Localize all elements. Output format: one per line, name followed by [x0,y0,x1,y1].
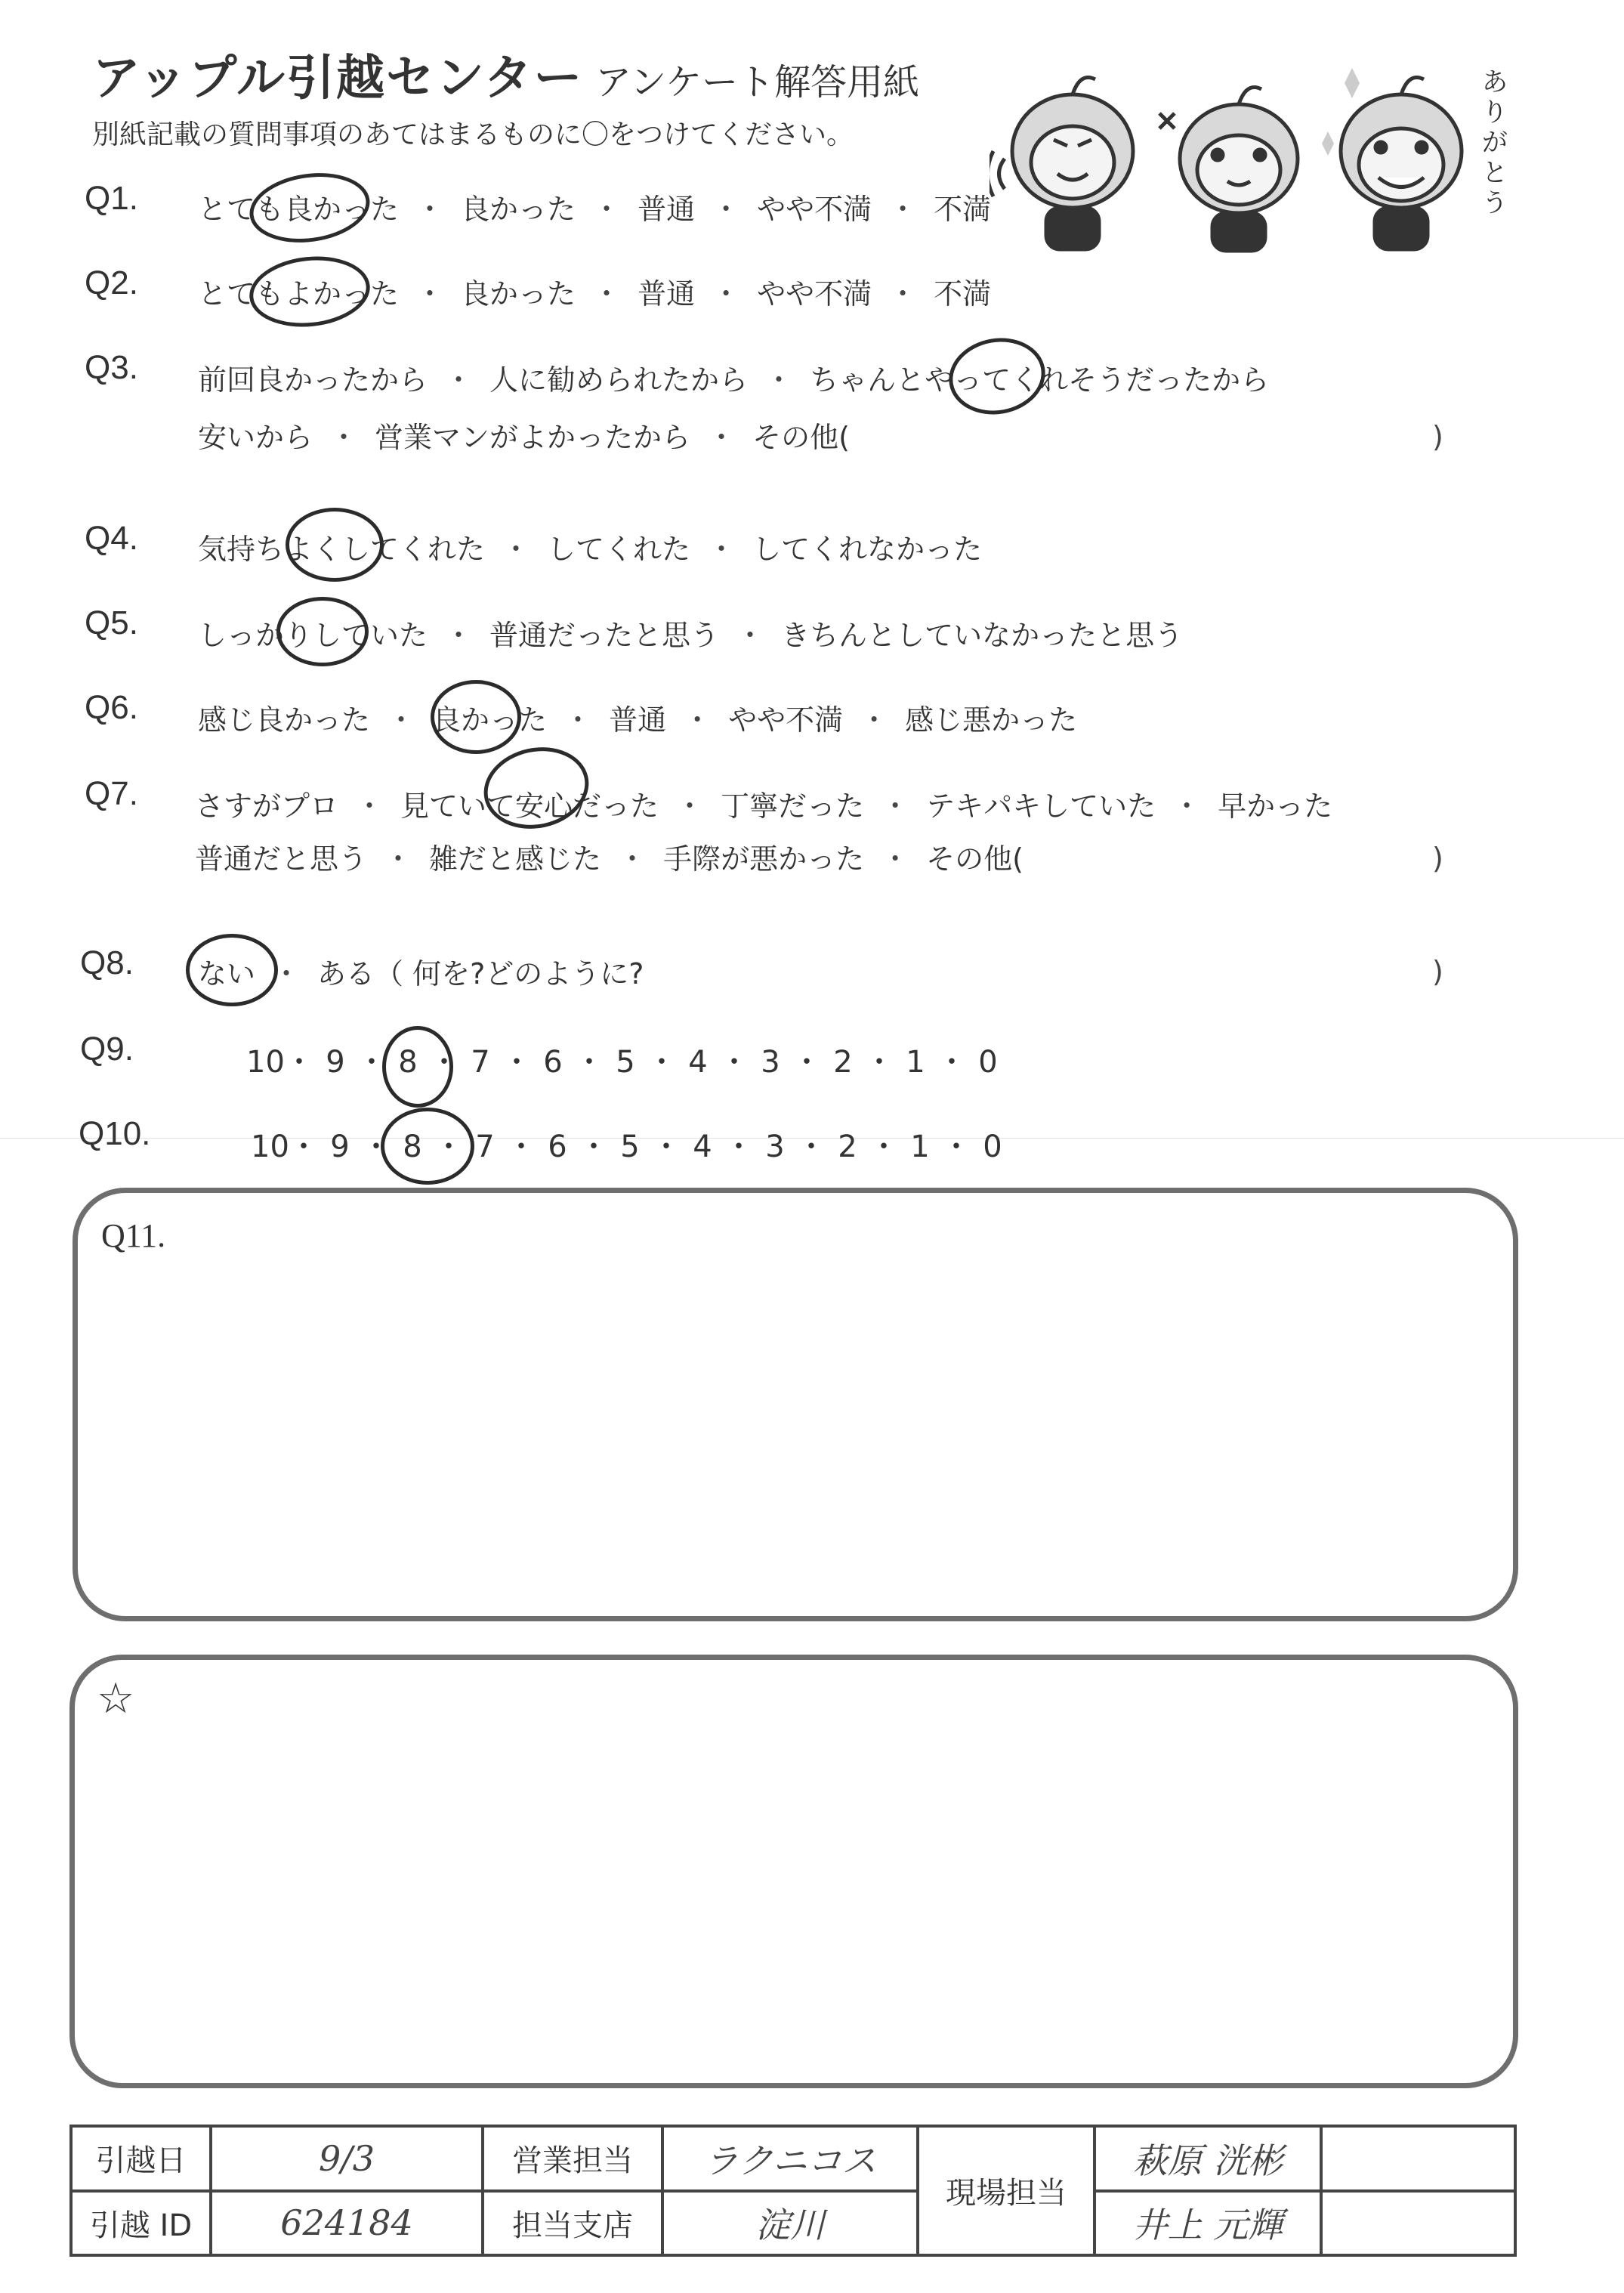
q5-options: しっかりしていた ・ 普通だったと思う ・ きちんとしていなかったと思う [198,612,1183,654]
site-staff-1: 萩原 洸彬 [1095,2126,1321,2191]
q10-value[interactable]: 10 [251,1130,289,1164]
q1-options: とても良かった ・ 良かった ・ 普通 ・ やや不満 ・ 不満 [198,186,991,227]
q6-option[interactable]: 感じ良かった [198,703,371,737]
q9-value[interactable]: 0 [978,1045,998,1080]
mascot-illustration [990,53,1511,257]
q10-value[interactable]: 1 [910,1130,930,1164]
q9-value[interactable]: 8 [398,1045,418,1080]
q1-option[interactable]: 良かった [461,193,576,226]
q8-label: Q8. [80,944,134,981]
q11-label: Q11. [101,1217,166,1254]
q1-selection-circle [245,165,375,249]
q3-close-paren: ) [1432,420,1443,453]
q7-option[interactable]: 丁寧だった [721,790,865,823]
q4-label: Q4. [85,520,138,557]
q9-scale: 10・ 9 ・ 8 ・ 7 ・ 6 ・ 5 ・ 4 ・ 3 ・ 2 ・ 1 ・ 0 [246,1038,1005,1081]
q3-option[interactable]: ちゃんとやってくれそうだったから [810,363,1270,397]
q3-options-line2: 安いから ・ 営業マンがよかったから ・ その他( [198,414,850,456]
q5-selection-circle [276,597,369,666]
q2-label: Q2. [85,264,138,301]
q2-selection-circle [246,251,374,332]
q1-option[interactable]: 普通 [638,193,696,226]
q7-options-line2: 普通だと思う ・ 雑だと感じた ・ 手際が悪かった ・ その他( [195,836,1023,877]
site-staff-extra-2 [1321,2191,1515,2256]
q6-options: 感じ良かった ・ 良かった ・ 普通 ・ やや不満 ・ 感じ悪かった [198,697,1077,738]
q2-options: とてもよかった ・ 良かった ・ 普通 ・ やや不満 ・ 不満 [198,270,991,312]
q4-option[interactable]: してくれなかった [752,533,983,566]
q10-value[interactable]: 4 [693,1130,712,1164]
q9-value[interactable]: 7 [471,1045,490,1080]
q6-option[interactable]: やや不満 [728,703,844,737]
q10-selection-circle [381,1108,474,1185]
q8-options: ない ・ ある（ 何を?どのように? [198,950,644,992]
q10-value[interactable]: 3 [765,1130,785,1164]
q2-option[interactable]: 良かった [461,277,576,311]
q3-option[interactable]: 営業マンがよかったから [375,421,691,454]
q7-option[interactable]: 雑だと感じた [429,842,602,876]
q4-option[interactable]: 気持ちよくしてくれた [198,533,486,566]
move-id-label: 引越 ID [71,2191,211,2256]
q6-option[interactable]: 感じ悪かった [905,703,1078,737]
move-id-value: 624184 [211,2191,483,2256]
q10-label: Q10. [79,1115,151,1152]
q5-label: Q5. [85,604,138,641]
q7-option[interactable]: 見ていて安心だった [400,790,659,823]
sales-label: 営業担当 [483,2126,662,2191]
q7-close-paren: ) [1432,842,1443,875]
q3-option[interactable]: 人に勧められたから [489,363,749,397]
branch-name: 淀川 [662,2191,918,2256]
move-date-value: 9/3 [211,2126,483,2191]
mascot-caption: ありがとう [1482,67,1508,218]
q6-label: Q6. [85,689,138,726]
footer-info-table [69,2125,1517,2257]
q9-value[interactable]: 5 [616,1045,635,1080]
q1-option[interactable]: とても良かった [198,193,400,226]
q3-label: Q3. [85,349,138,386]
q3-selection-circle [943,331,1051,422]
sales-name: ラクニコス [662,2126,918,2191]
q8-selection-circle [186,934,278,1006]
q10-value[interactable]: 2 [838,1130,857,1164]
q3-options-line1: 前回良かったから ・ 人に勧められたから ・ ちゃんとやってくれそうだったから [198,357,1269,398]
q7-options-line1: さすがプロ ・ 見ていて安心だった ・ 丁寧だった ・ テキパキしていた ・ 早かった [195,783,1332,824]
q8-option[interactable]: ない [198,957,256,990]
q7-label: Q7. [85,775,138,812]
q2-option[interactable]: 不満 [934,277,992,311]
q10-value[interactable]: 8 [403,1130,422,1164]
site-staff-extra-1 [1321,2126,1515,2191]
q3-option[interactable]: 前回良かったから [198,363,428,397]
star-comment-box[interactable] [69,1655,1518,2088]
mascot-middle [1159,88,1298,252]
q4-options: 気持ちよくしてくれた ・ してくれた ・ してくれなかった [198,526,982,567]
q9-selection-circle [382,1026,453,1108]
q3-option[interactable]: 安いから [198,421,313,454]
star-label: ☆ [97,1676,135,1723]
q6-option[interactable]: 普通 [609,703,667,737]
q7-option[interactable]: 早かった [1218,790,1333,823]
q5-option[interactable]: 普通だったと思う [489,619,720,652]
mascot-right [1322,68,1462,249]
q6-option[interactable]: 良かった [432,703,548,737]
q7-option[interactable]: テキパキしていた [926,790,1156,823]
q2-option[interactable]: とてもよかった [198,277,400,311]
q9-value[interactable]: 1 [906,1045,925,1080]
q9-value[interactable]: 9 [326,1045,345,1080]
q1-label: Q1. [85,180,138,217]
q10-scale: 10・ 9 ・ 8 ・ 7 ・ 6 ・ 5 ・ 4 ・ 3 ・ 2 ・ 1 ・ 0 [251,1123,1009,1166]
q8-option[interactable]: ある（ 何を?どのように? [317,957,644,990]
q10-value[interactable]: 5 [620,1130,640,1164]
q7-option[interactable]: 手際が悪かった [663,842,865,876]
q5-option[interactable]: きちんとしていなかったと思う [781,619,1184,652]
q2-option[interactable]: 普通 [638,277,696,311]
q7-option[interactable]: さすがプロ [195,790,339,823]
q5-option[interactable]: しっかりしていた [198,619,428,652]
q9-value[interactable]: 2 [833,1045,853,1080]
q4-option[interactable]: してくれた [547,533,691,566]
instructions: 別紙記載の質問事項のあてはまるものに〇をつけてください。 [92,119,854,150]
q3-option-other[interactable]: その他( [752,421,850,454]
q11-comment-box[interactable] [73,1188,1518,1621]
q7-option-other[interactable]: その他( [926,842,1023,876]
q10-value[interactable]: 7 [475,1130,495,1164]
q8-close-paren: ) [1432,955,1443,988]
q10-value[interactable]: 6 [548,1130,567,1164]
q10-value[interactable]: 9 [330,1130,350,1164]
q7-option[interactable]: 普通だと思う [195,842,368,876]
q1-option[interactable]: 不満 [934,193,992,226]
q9-value[interactable]: 4 [688,1045,708,1080]
site-staff-label: 現場担当 [918,2126,1095,2255]
q9-label: Q9. [80,1031,134,1068]
q9-value[interactable]: 10 [246,1045,285,1080]
form-title: アンケート解答用紙 [595,61,920,104]
q10-value[interactable]: 0 [983,1130,1002,1164]
move-date-label: 引越日 [71,2126,211,2191]
q4-selection-circle [286,508,384,582]
q1-option[interactable]: やや不満 [757,193,872,226]
q2-option[interactable]: やや不満 [757,277,872,311]
branch-label: 担当支店 [483,2191,662,2256]
q9-value[interactable]: 6 [543,1045,563,1080]
q9-value[interactable]: 3 [761,1045,780,1080]
site-staff-2: 井上 元輝 [1095,2191,1321,2256]
company-name: アップル引越センター [92,51,584,107]
q6-selection-circle [431,680,521,754]
mascot-left [990,78,1133,250]
